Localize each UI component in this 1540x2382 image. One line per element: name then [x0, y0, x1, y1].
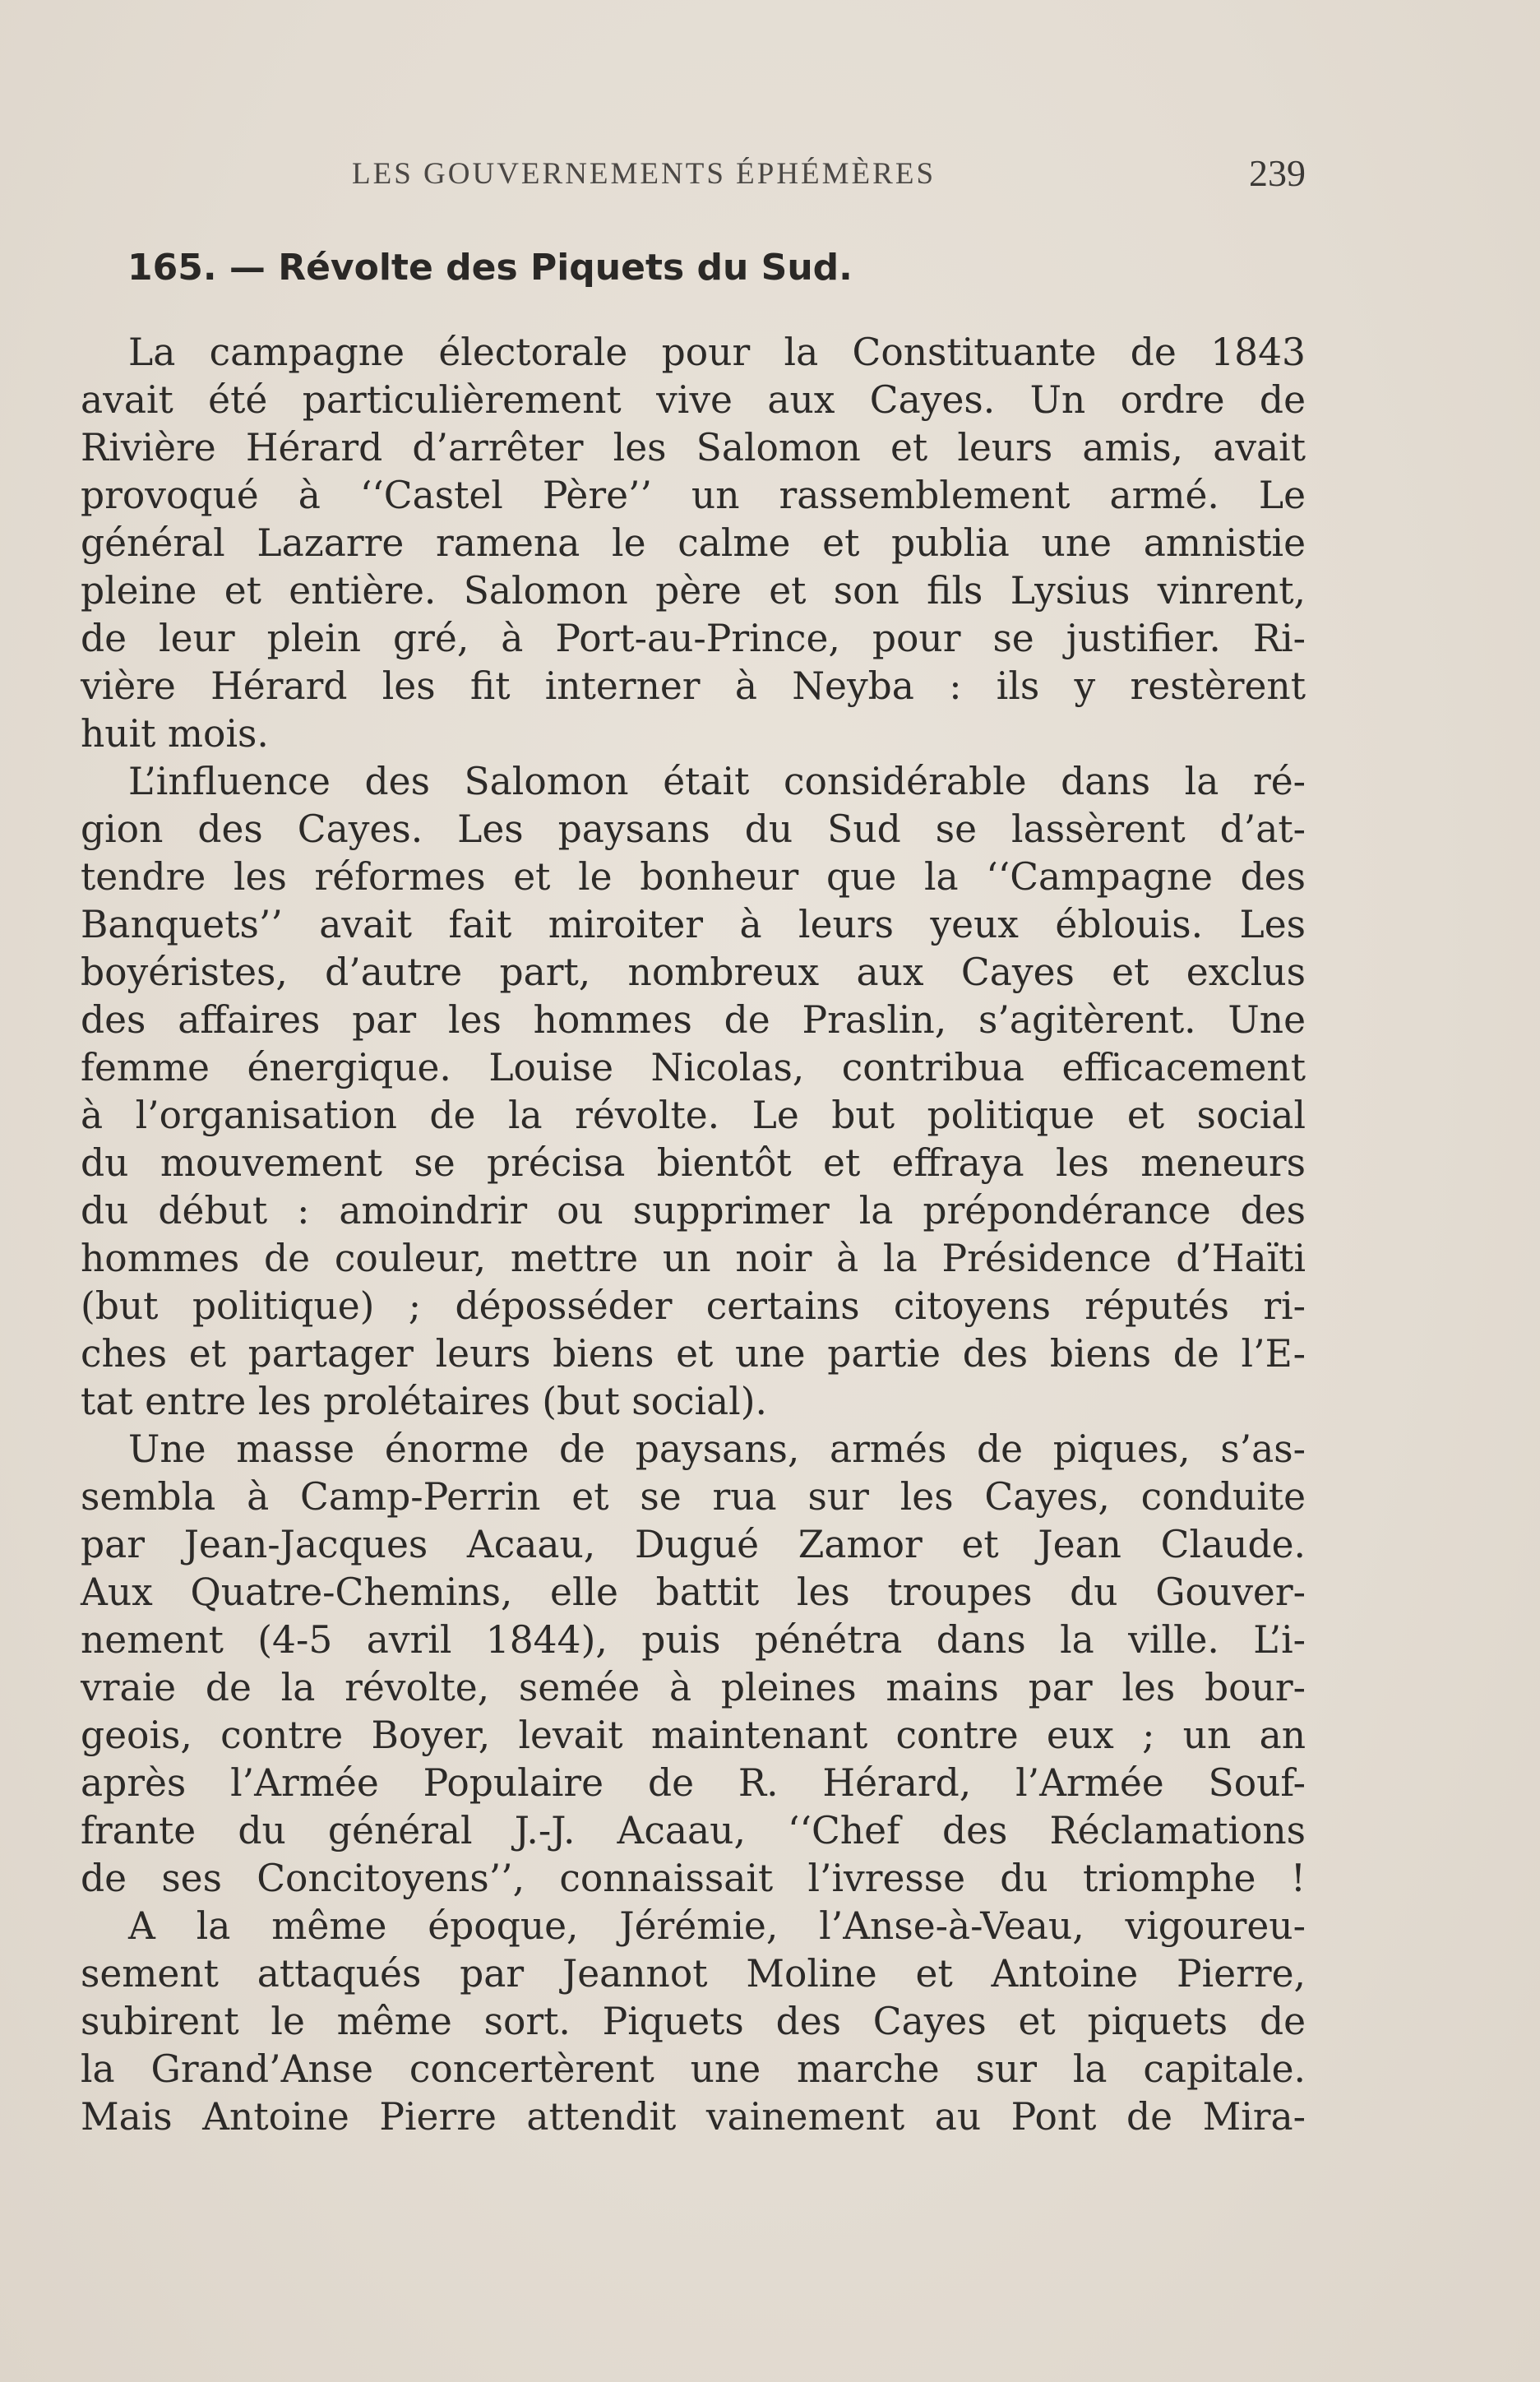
text-line: A la même époque, Jérémie, l’Anse-à-Veau, vigoureu- — [128, 1904, 1306, 1948]
text-line: frante du général J.-J. Acaau, ‘‘Chef des Réclamations — [81, 1809, 1306, 1852]
text-line: femme énergique. Louise Nicolas, contribua efficacement — [81, 1046, 1306, 1089]
text-line: vraie de la révolte, semée à pleines mains par les bour- — [81, 1666, 1306, 1709]
text-line: nement (4-5 avril 1844), puis pénétra dans la ville. L’i- — [81, 1618, 1306, 1662]
text-line: du début : amoindrir ou supprimer la prépondérance des — [81, 1189, 1306, 1233]
text-line: L’influence des Salomon était considérable dans la ré- — [128, 760, 1306, 803]
text-line: par Jean-Jacques Acaau, Dugué Zamor et Jean Claude. — [81, 1523, 1306, 1566]
text-line: huit mois. — [81, 712, 269, 756]
text-line: avait été particulièrement vive aux Cayes. Un ordre de — [81, 378, 1306, 422]
text-line: Banquets’’ avait fait miroiter à leurs yeux éblouis. Les — [81, 903, 1306, 946]
text-line: (but politique) ; déposséder certains citoyens réputés ri- — [81, 1284, 1306, 1328]
text-line: de ses Concitoyens’’, connaissait l’ivresse du triomphe ! — [81, 1857, 1306, 1900]
text-line: sement attaqués par Jeannot Moline et Antoine Pierre, — [81, 1952, 1306, 1996]
text-line: tendre les réformes et le bonheur que la ‘‘Campagne des — [81, 855, 1306, 899]
text-line: hommes de couleur, mettre un noir à la Présidence d’Haïti — [81, 1237, 1306, 1280]
text-line: tat entre les prolétaires (but social). — [81, 1380, 767, 1423]
text-line: gion des Cayes. Les paysans du Sud se lassèrent d’at- — [81, 807, 1306, 851]
text-line: vière Hérard les fit interner à Neyba : ils y restèrent — [81, 664, 1306, 708]
text-line: après l’Armée Populaire de R. Hérard, l’Armée Souf- — [81, 1761, 1306, 1805]
text-line: Mais Antoine Pierre attendit vainement au Pont de Mira- — [81, 2095, 1306, 2139]
section-heading: 165. — Révolte des Piquets du Sud. — [127, 247, 853, 289]
running-header — [81, 152, 1306, 197]
text-line: à l’organisation de la révolte. Le but politique et social — [81, 1094, 1306, 1137]
text-line: geois, contre Boyer, levait maintenant contre eux ; un an — [81, 1714, 1306, 1757]
text-line: des affaires par les hommes de Praslin, s’agitèrent. Une — [81, 998, 1306, 1042]
text-line: La campagne électorale pour la Constituante de 1843 — [128, 331, 1306, 374]
text-line: sembla à Camp-Perrin et se rua sur les Cayes, conduite — [81, 1475, 1306, 1519]
text-line: subirent le même sort. Piquets des Cayes et piquets de — [81, 2000, 1306, 2043]
text-line: la Grand’Anse concertèrent une marche sur la capitale. — [81, 2047, 1306, 2091]
text-line: de leur plein gré, à Port-au-Prince, pour se justifier. Ri- — [81, 617, 1306, 660]
text-line: Une masse énorme de paysans, armés de piques, s’as- — [128, 1427, 1306, 1471]
text-line: pleine et entière. Salomon père et son fils Lysius vinrent, — [81, 569, 1306, 613]
text-line: général Lazarre ramena le calme et publia une amnistie — [81, 521, 1306, 565]
body-text — [81, 329, 1306, 2141]
text-line: Rivière Hérard d’arrêter les Salomon et leurs amis, avait — [81, 426, 1306, 469]
text-line: ches et partager leurs biens et une partie des biens de l’E- — [81, 1332, 1306, 1376]
text-line: provoqué à ‘‘Castel Père’’ un rassemblement armé. Le — [81, 474, 1306, 517]
running-title: LES GOUVERNEMENTS ÉPHÉMÈRES — [352, 157, 936, 191]
text-line: du mouvement se précisa bientôt et effraya les meneurs — [81, 1141, 1306, 1185]
page-number: 239 — [1249, 152, 1306, 194]
text-line: Aux Quatre-Chemins, elle battit les troupes du Gouver- — [81, 1570, 1306, 1614]
text-line: boyéristes, d’autre part, nombreux aux Cayes et exclus — [81, 950, 1306, 994]
